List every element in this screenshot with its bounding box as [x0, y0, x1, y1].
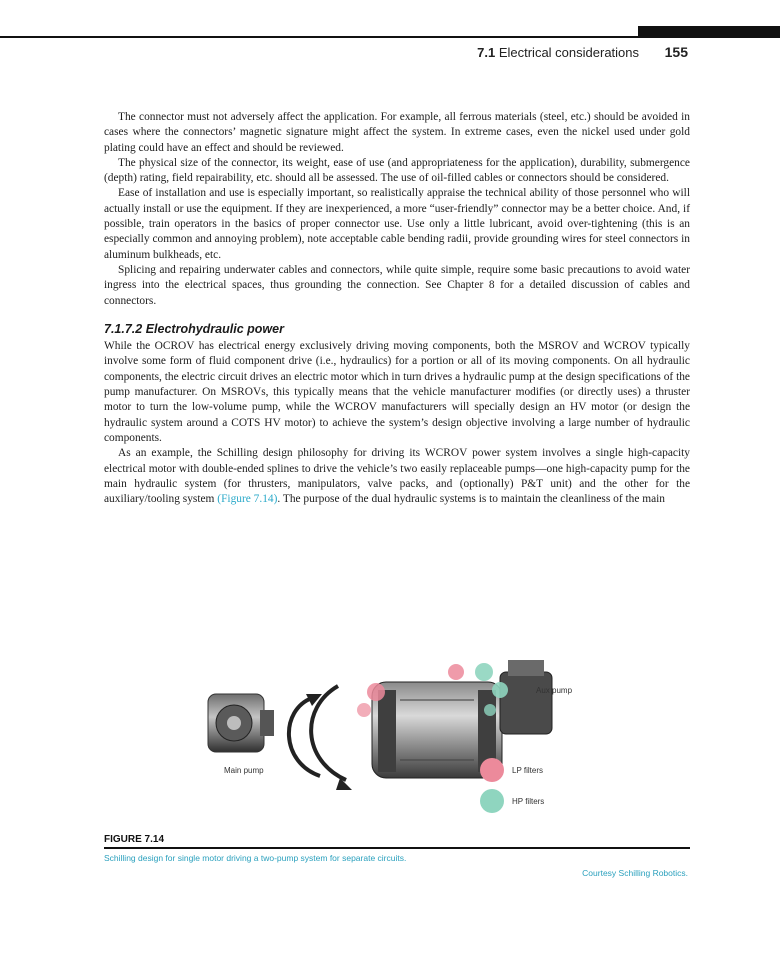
paragraph: The connector must not adversely affect the application. For example, all ferrous materials (steel, etc.) should be avoided in cases where the connectors’ magnetic signature might affect the system. In extreme cases, even the nickel used under gold plating could have an effect and should be reviewed. [104, 111, 690, 154]
figure-7-14-illustration [200, 650, 600, 818]
figure-reference-link[interactable]: (Figure 7.14) [217, 493, 278, 506]
motor-pump-drawing [200, 650, 600, 818]
lp-filter-legend-swatch [480, 758, 504, 782]
paragraph: While the OCROV has electrical energy exclusively driving moving components, both the MSROV and WCROV typically involve some form of fluid component drive (i.e., hydraulics) for a portion or all of its moving components. On all hydraulic components, the electric circuit drives an electric motor which in turn drives a hydraulic pump at the design specifications of the pump manufacturer. On MSROVs, this typically means that the vehicle manufacturer modifies (or directly uses) a thruster motor to turn the low-volume pump, while the WCROV manufacturers will specially design an HV motor (or design the hydraulic system around a COTS HV motor) to achieve the system’s design objective involving a large number of hydraulic components. [104, 340, 690, 444]
body-text [104, 110, 690, 507]
figure-caption: Schilling design for single motor driving a two-pump system for separate circuits. [104, 853, 407, 863]
page-number: 155 [664, 44, 688, 60]
subsection-heading: 7.1.7.2 Electrohydraulic power [104, 321, 284, 336]
running-head [477, 44, 688, 60]
paragraph-tail: . The purpose of the dual hydraulic systems is to maintain the cleanliness of the main [277, 493, 666, 506]
figure-rule [104, 847, 690, 849]
paragraph: Splicing and repairing underwater cables and connectors, while quite simple, require some basic precautions to avoid water ingress into the electrical spaces, thus grounding the connection. See Chapter 8 for a detailed discussion of cables and connectors. [104, 263, 690, 307]
hp-filter-legend-swatch [480, 789, 504, 813]
hp-filter-legend-label: HP filters [512, 797, 545, 806]
paragraph-text: As an example, the Schilling design philosophy for driving its WCROV power system involves a single high-capacity electrical motor with double-ended splines to drive the vehicle’s two easily replaceable pumps—one high-capacity pump for the main hydraulic system (for thrusters, manipulators, valve packs, and (optionally) P&T unit) and the other for the auxiliary/tooling system [104, 447, 690, 506]
main-pump-label: Main pump [224, 766, 264, 775]
section-number: 7.1 [477, 45, 496, 60]
figure-title: FIGURE 7.14 [104, 834, 165, 845]
paragraph [104, 446, 690, 507]
aux-pump-drawing [500, 660, 552, 734]
aux-pump-label: Aux pump [536, 686, 573, 695]
section-title: Electrical considerations [498, 45, 640, 60]
lp-filter-legend-label: LP filters [512, 766, 543, 775]
paragraph: Ease of installation and use is especially important, so realistically appraise the technical ability of those personnel who will actually install or use the equipment. If they are inexperienced, a more “user-friendly” connector may be a better choice. And, if possible, train operators in the basics of proper connector use. Use only a little lubricant, avoid over-tightening (this is an especially common and annoying problem), note acceptable cable bending radii, provide grounding wires for steel connectors in aluminum bulkheads, etc. [104, 187, 690, 261]
main-pump-drawing [208, 694, 274, 752]
figure-credit: Courtesy Schilling Robotics. [582, 868, 688, 878]
paragraph: The physical size of the connector, its weight, ease of use (and appropriateness for the application), durability, submergence (depth) rating, field repairability, etc. should all be assessed. The use of oil-filled cables or connectors should be considered. [104, 156, 690, 185]
header-rule [0, 36, 690, 38]
